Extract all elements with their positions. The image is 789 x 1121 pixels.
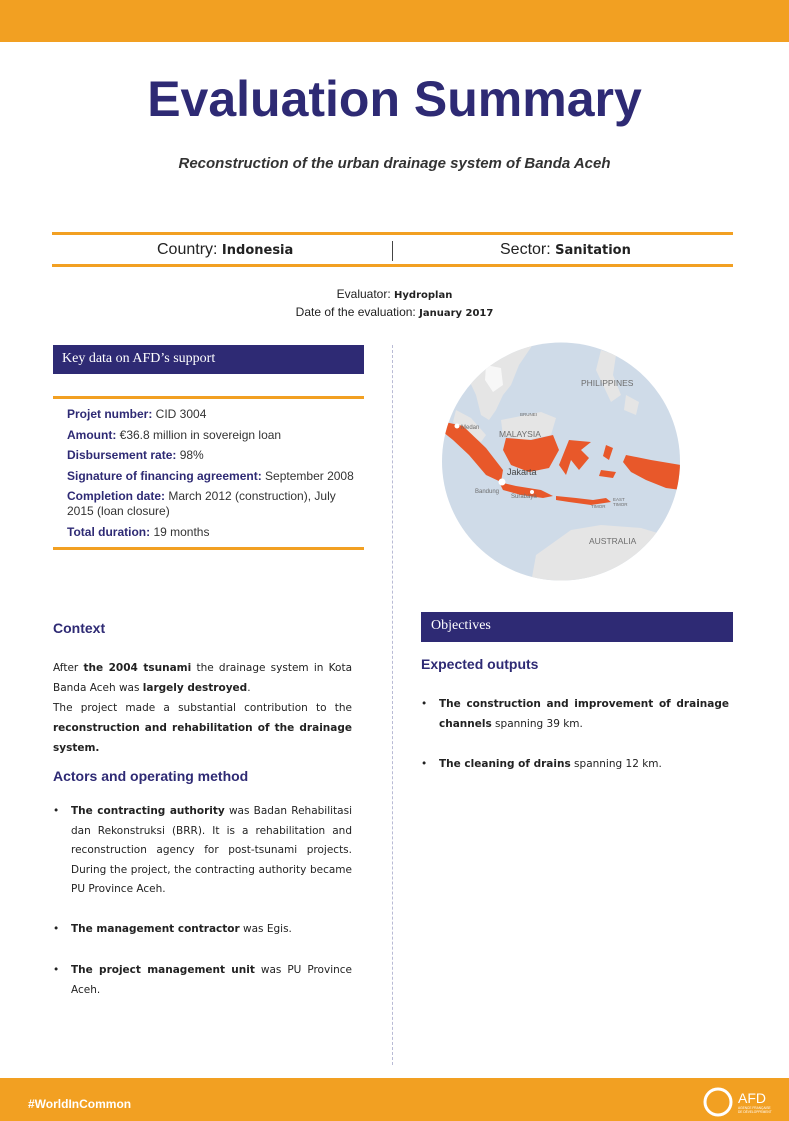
map-label-brunei: BRUNEI — [520, 412, 538, 417]
column-divider — [392, 345, 393, 1065]
text-segment: was Badan Rehabilitasi dan Rekonstruksi (BRR). It is a rehabilitation and reconstruction agency for post-tsunami projects. During the project, the contracting authority became PU Province Aceh. — [71, 805, 352, 895]
map-label-philippines: PHILIPPINES — [581, 378, 634, 388]
key-data-label: Completion date: — [67, 489, 165, 503]
text-emphasis: The construction and improvement of drainage channels — [439, 698, 729, 730]
afd-logo-subtext-1: AGENCE FRANÇAISE — [738, 1106, 771, 1110]
text-emphasis: The project management unit — [71, 964, 255, 976]
context-paragraph-1 — [53, 658, 352, 698]
afd-logo-ring — [705, 1089, 731, 1115]
bullet-dot: • — [421, 698, 428, 710]
context-title: Context — [53, 620, 106, 636]
key-data-top-rule — [53, 396, 364, 399]
sector-value: Sanitation — [555, 243, 631, 258]
actors-bullet-2 — [53, 920, 352, 940]
objectives-header: Objectives — [421, 612, 733, 642]
key-data-value: September 2008 — [261, 468, 354, 483]
country-field — [157, 241, 293, 259]
key-data-item — [67, 448, 362, 463]
actors-title: Actors and operating method — [53, 768, 249, 784]
key-data-label: Disbursement rate: — [67, 448, 177, 462]
objectives-bullet-1 — [421, 695, 729, 734]
sector-label: Sector: — [500, 241, 551, 258]
map-label-jakarta: Jakarta — [507, 467, 537, 477]
indonesia-map — [441, 340, 681, 583]
afd-logo-subtext-2: DE DÉVELOPPEMENT — [738, 1110, 772, 1114]
map-label-bandung: Bandung — [475, 489, 500, 495]
info-divider — [392, 241, 393, 261]
text-emphasis: reconstruction and rehabilitation of the drainage system. — [53, 722, 352, 754]
expected-outputs-title: Expected outputs — [421, 656, 539, 672]
key-data-item — [67, 489, 362, 519]
key-data-header: Key data on AFD’s support — [53, 345, 364, 374]
evaluation-date-line — [0, 305, 789, 319]
objectives-bullet-2 — [421, 755, 729, 775]
text-segment: was PU Province Aceh. — [71, 964, 352, 996]
info-top-rule — [52, 232, 733, 235]
key-data-value: 19 months — [150, 524, 210, 539]
top-banner — [0, 0, 789, 42]
country-value: Indonesia — [221, 243, 294, 258]
text-segment: . — [247, 682, 251, 694]
key-data-label: Projet number: — [67, 407, 153, 421]
map-label-australia: AUSTRALIA — [589, 536, 637, 546]
map-label-east-timor-1: EAST — [613, 497, 625, 502]
map-dot-medan — [455, 424, 460, 429]
bullet-dot: • — [53, 964, 60, 976]
afd-logo-text: AFD — [738, 1090, 766, 1106]
text-emphasis: The cleaning of drains — [439, 758, 571, 770]
text-segment: After — [53, 662, 84, 674]
key-data-value: €36.8 million in sovereign loan — [116, 427, 282, 442]
key-data-bottom-rule — [53, 547, 364, 550]
text-segment: the drainage system in Kota Banda Aceh was — [53, 662, 353, 694]
page-subtitle: Reconstruction of the urban drainage system of Banda Aceh — [178, 155, 611, 172]
key-data-value: CID 3004 — [152, 407, 207, 421]
text-emphasis: the 2004 tsunami — [83, 662, 192, 674]
map-label-east-timor-2: TIMOR — [613, 502, 628, 507]
text-segment: spanning 39 km. — [491, 717, 583, 730]
key-data-value: March 2012 (construction), July 2015 (loan closure) — [67, 489, 336, 518]
key-data-item — [67, 525, 362, 540]
text-emphasis: largely destroyed — [142, 682, 248, 694]
evaluator-value: Hydroplan — [394, 290, 453, 301]
page-title: Evaluation Summary — [147, 71, 642, 127]
text-emphasis: The contracting authority — [71, 805, 225, 817]
actors-bullet-1 — [53, 802, 352, 900]
key-data-item — [67, 469, 362, 484]
text-segment: The project made a substantial contribution to the — [53, 702, 352, 714]
map-label-surabaya: Surabaya — [511, 494, 537, 500]
map-dot-jakarta — [499, 479, 506, 486]
key-data-item — [67, 407, 362, 422]
map-label-medan: Medan — [461, 425, 480, 431]
key-data-label: Amount: — [67, 427, 117, 442]
key-data-label: Signature of financing agreement: — [67, 468, 262, 483]
map-label-malaysia: MALAYSIA — [499, 429, 541, 439]
evaluation-date-value: January 2017 — [419, 308, 494, 319]
map-label-timor: TIMOR — [591, 504, 606, 509]
key-data-value: 98% — [176, 448, 204, 462]
evaluator-label: Evaluator: — [336, 287, 391, 301]
key-data-list — [67, 407, 362, 545]
key-data-label: Total duration: — [67, 524, 151, 539]
text-emphasis: The management contractor — [71, 923, 240, 935]
info-bottom-rule — [52, 264, 733, 267]
actors-bullet-3 — [53, 961, 352, 1000]
bullet-dot: • — [53, 805, 60, 817]
country-label: Country: — [157, 241, 218, 258]
bullet-dot: • — [53, 923, 60, 935]
key-data-item — [67, 428, 362, 443]
context-paragraph-2 — [53, 698, 352, 758]
evaluation-date-label: Date of the evaluation: — [295, 305, 416, 319]
text-segment: spanning 12 km. — [570, 758, 662, 770]
evaluator-line — [0, 287, 789, 301]
hashtag-text: #WorldInCommon — [28, 1097, 132, 1111]
sector-field — [500, 241, 631, 259]
bullet-dot: • — [421, 758, 428, 770]
text-segment: was Egis. — [239, 923, 292, 935]
afd-logo — [702, 1085, 776, 1117]
